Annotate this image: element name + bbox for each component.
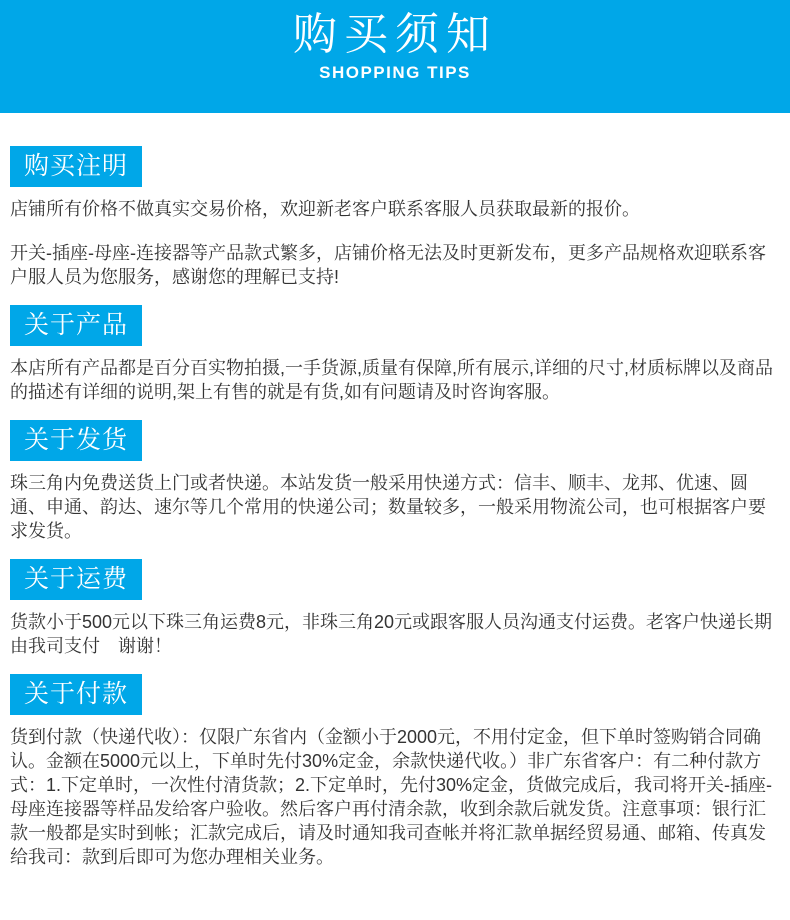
- about-products-paragraph: 本店所有产品都是百分百实物拍摄,一手货源,质量有保障,所有展示,详细的尺寸,材质标牌以及商品的描述有详细的说明,架上有售的就是有货,如有问题请及时咨询客服。: [10, 358, 774, 402]
- section-badge-about-payment: 关于付款: [10, 674, 142, 715]
- about-payment-paragraph: 货到付款（快递代收）：仅限广东省内（金额小于2000元，不用付定金，但下单时签购销合同确认。金额在5000元以上，下单时先付30%定金，余款快递代收。）非广东省客户：有二种付款方式：1.下定单时，一次性付清货款；2.下定单时，先付30%定金，货做完成后，我司将开关-插座-母座连接器等样品发给客户验收。然后客户再付清余款，收到余款后就发货。注意事项：银行汇款一般都是实时到帐；汇款完成后，请及时通知我司查帐并将汇款单据经贸易通、邮箱、传真发给我司：款到后即可为您办理相关业务。: [10, 727, 773, 867]
- section-badge-about-shipping: 关于发货: [10, 420, 142, 461]
- purchase-note-paragraph-2: 开关-插座-母座-连接器等产品款式繁多，店铺价格无法及时更新发布，更多产品规格欢迎联系客户服人员为您服务，感谢您的理解已支持!: [10, 243, 766, 287]
- section-about-shipping: [10, 420, 780, 543]
- section-badge-purchase-note: 购买注明: [10, 146, 142, 187]
- section-badge-about-freight: 关于运费: [10, 559, 142, 600]
- section-about-products: [10, 305, 780, 404]
- section-badge-about-products: 关于产品: [10, 305, 142, 346]
- section-about-freight: [10, 559, 780, 658]
- content-area: [0, 146, 790, 869]
- section-purchase-note: [10, 146, 780, 289]
- header-banner: [0, 0, 790, 113]
- section-about-payment: [10, 674, 780, 869]
- about-shipping-paragraph: 珠三角内免费送货上门或者快递。本站发货一般采用快递方式：信丰、顺丰、龙邦、优速、圆通、申通、韵达、速尔等几个常用的快递公司；数量较多，一般采用物流公司，也可根据客户要求发货。: [10, 473, 766, 541]
- page-title: 购买须知: [293, 10, 497, 59]
- purchase-note-paragraph-1: 店铺所有价格不做真实交易价格，欢迎新老客户联系客服人员获取最新的报价。: [10, 199, 640, 219]
- about-freight-paragraph: 货款小于500元以下珠三角运费8元，非珠三角20元或跟客服人员沟通支付运费。老客户快递长期由我司支付 谢谢！: [10, 612, 773, 656]
- page-subtitle: SHOPPING TIPS: [319, 63, 471, 82]
